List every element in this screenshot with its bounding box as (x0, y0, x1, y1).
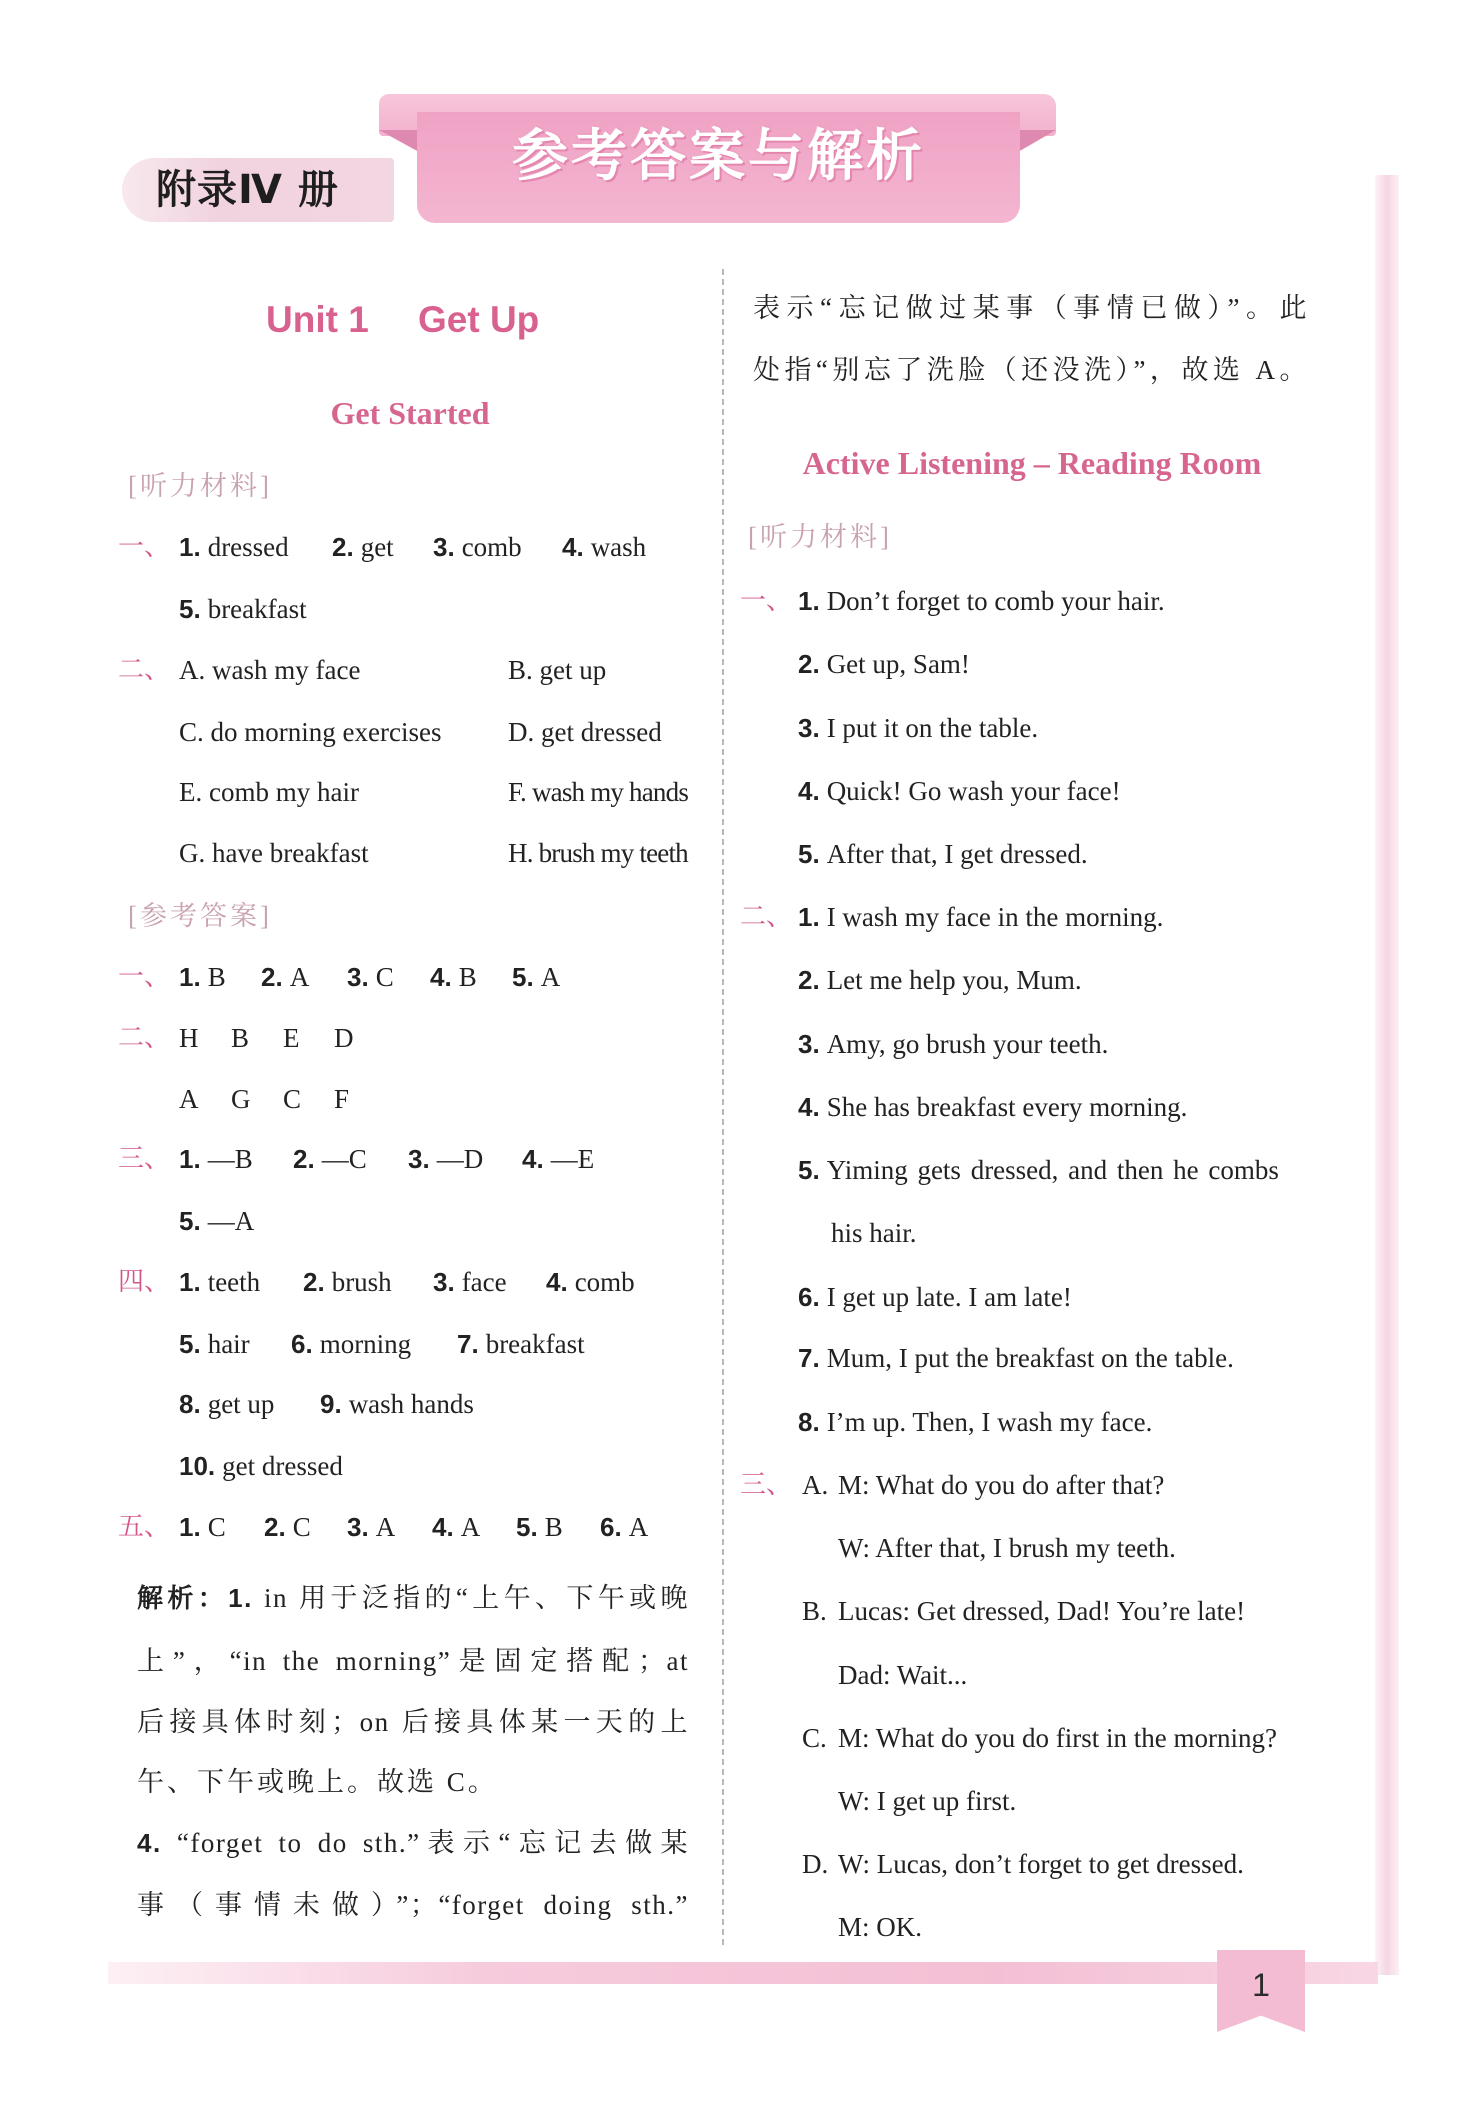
script-item (798, 644, 970, 684)
item-number: 3. (347, 962, 369, 992)
item-text: B (207, 962, 226, 992)
dialog-row (0, 1781, 1480, 1821)
script-row (0, 1277, 1480, 1317)
item-text: Get up, Sam! (826, 649, 970, 679)
script-row (0, 834, 1480, 874)
item-number: 1. (798, 902, 820, 932)
dialog-letter: A. (802, 1470, 829, 1500)
item-number: 9. (320, 1389, 342, 1419)
item-text: get up (207, 1389, 275, 1419)
item-number: 4. (430, 962, 452, 992)
section-marker: 五、 (118, 1512, 171, 1542)
item-number: 1. (798, 586, 820, 616)
dialog-line: Lucas: Get dressed, Dad! You’re late! (838, 1596, 1246, 1626)
item-number: 3. (433, 1267, 455, 1297)
answers-label: [参考答案] (128, 901, 272, 931)
dialog-line: M: What do you do first in the morning? (838, 1723, 1277, 1753)
script-row (0, 581, 1480, 621)
item-number: 5. (798, 1155, 820, 1185)
script-row (0, 1087, 1480, 1127)
dialog-line: W: Lucas, don’t forget to get dressed. (838, 1849, 1244, 1879)
script-row (0, 771, 1480, 811)
item-number: 8. (798, 1407, 820, 1437)
item-number: 2. (332, 532, 354, 562)
dialog-letter: D. (802, 1849, 829, 1879)
option-item: E. comb my hair (179, 777, 359, 807)
item-text: C (292, 1512, 311, 1542)
item-number: 2. (303, 1267, 325, 1297)
answer-letter: A (179, 1084, 199, 1114)
option-item: G. have breakfast (179, 838, 369, 868)
item-text: brush (331, 1267, 392, 1297)
section-marker: 三、 (118, 1144, 171, 1174)
item-number: 2. (264, 1512, 286, 1542)
listening-label-row (0, 517, 1480, 557)
item-number: 1. (179, 532, 201, 562)
section-marker: 四、 (118, 1267, 171, 1297)
item-text: B (458, 962, 477, 992)
item-number: 5. (512, 962, 534, 992)
analysis-text: “forget to do sth.”表示“忘记去做某 (176, 1828, 690, 1858)
item-number: 1. (179, 1512, 201, 1542)
script-item-continued: his hair. (831, 1218, 917, 1248)
analysis-line (753, 288, 1308, 328)
dialog-line: W: I get up first. (838, 1786, 1017, 1816)
item-number: 7. (457, 1329, 479, 1359)
script-item (798, 771, 1121, 811)
listening-label: [听力材料] (128, 471, 272, 501)
dialog-row (0, 1465, 1480, 1505)
page-edge-strip (1375, 175, 1399, 1975)
item-text: She has breakfast every morning. (826, 1092, 1188, 1122)
item-text: C (207, 1512, 226, 1542)
item-number: 4. (432, 1512, 454, 1542)
dialog-line: Dad: Wait... (838, 1660, 968, 1690)
item-text: comb (574, 1267, 635, 1297)
answer-letter: B (231, 1023, 250, 1053)
item-text: —C (321, 1144, 367, 1174)
item-text: C (375, 962, 394, 992)
section-marker: 二、 (118, 1023, 171, 1053)
answer-letter: H (179, 1023, 199, 1053)
item-number: 3. (433, 532, 455, 562)
listening-label: [听力材料] (748, 522, 892, 552)
item-text: face (461, 1267, 507, 1297)
dialog-row (0, 1655, 1480, 1695)
item-text: Yiming gets dressed, and then he combs (826, 1155, 1279, 1185)
item-number: 7. (798, 1343, 820, 1373)
item-number: 1. (228, 1583, 253, 1613)
dialog-line: W: After that, I brush my teeth. (838, 1533, 1176, 1563)
item-number: 4. (522, 1144, 544, 1174)
item-number: 8. (179, 1389, 201, 1419)
page-number: 1 (1252, 1967, 1270, 2003)
item-text: I’m up. Then, I wash my face. (826, 1407, 1153, 1437)
item-text: I put it on the table. (826, 713, 1039, 743)
unit-title: Get Up (418, 299, 540, 340)
answer-letter: G (231, 1084, 251, 1114)
script-row (0, 1213, 1480, 1253)
item-text: hair (207, 1329, 250, 1359)
item-number: 3. (798, 713, 820, 743)
option-item: D. get dressed (508, 717, 662, 747)
item-text: comb (461, 532, 522, 562)
option-item: C. do morning exercises (179, 717, 442, 747)
script-row (0, 708, 1480, 748)
script-item (798, 1338, 1234, 1378)
item-number: 2. (798, 649, 820, 679)
item-text: Amy, go brush your teeth. (826, 1029, 1109, 1059)
item-number: 2. (261, 962, 283, 992)
dialog-row (0, 1907, 1480, 1947)
dialog-letter: B. (802, 1596, 827, 1626)
item-text: After that, I get dressed. (826, 839, 1088, 869)
item-number: 4. (798, 776, 820, 806)
analysis-text: 后接具体时刻；on 后接具体某一天的上 (137, 1707, 689, 1737)
analysis-label: 解析： (137, 1584, 229, 1614)
item-number: 5. (516, 1512, 538, 1542)
analysis-text: 事（事情未做）”；“forget doing sth.” (137, 1890, 689, 1920)
item-number: 3. (798, 1029, 820, 1059)
script-item (798, 1087, 1187, 1127)
section-marker: 一、 (740, 586, 793, 616)
item-number: 10. (179, 1451, 216, 1481)
appendix-label: 附录Ⅳ 册 (156, 167, 339, 213)
analysis-text: 上”，“in the morning”是固定搭配；at (137, 1646, 689, 1676)
item-text: —D (436, 1144, 484, 1174)
item-number: 2. (798, 965, 820, 995)
answer-letter: E (283, 1023, 300, 1053)
script-item (798, 1024, 1108, 1064)
item-text: wash (590, 532, 647, 562)
item-text: I get up late. I am late! (826, 1282, 1072, 1312)
answer-letter: D (334, 1023, 354, 1053)
item-text: breakfast (485, 1329, 585, 1359)
item-text: teeth (207, 1267, 261, 1297)
section-marker: 一、 (118, 532, 171, 562)
script-item (798, 581, 1165, 621)
section-title-get-started: Get Started (330, 395, 490, 431)
item-text: Don’t forget to comb your hair. (826, 586, 1165, 616)
script-row (0, 1024, 1480, 1064)
section-marker: 一、 (118, 962, 171, 992)
dialog-letter: C. (802, 1723, 827, 1753)
item-text: —E (550, 1144, 595, 1174)
analysis-text: 表示“忘记做过某事（事情已做）”。此 (753, 293, 1308, 323)
analysis-line (753, 350, 1308, 390)
item-text: wash hands (348, 1389, 474, 1419)
option-item: A. wash my face (179, 655, 361, 685)
analysis-text: 处指“别忘了洗脸（还没洗）”，故选 A。 (753, 355, 1308, 385)
script-item (798, 834, 1088, 874)
item-number: 1. (179, 1267, 201, 1297)
script-row (0, 897, 1480, 937)
script-item (798, 1402, 1152, 1442)
item-number: 4. (562, 532, 584, 562)
analysis-text: 午、下午或晚上。故选 C。 (137, 1767, 498, 1797)
section-title-active-listening: Active Listening – Reading Room (802, 445, 1262, 481)
section-marker: 三、 (740, 1470, 793, 1500)
item-text: A (289, 962, 310, 992)
section-marker: 二、 (118, 655, 171, 685)
item-number: 4. (546, 1267, 568, 1297)
dialog-row (0, 1528, 1480, 1568)
appendix-tag (122, 158, 394, 222)
script-row (0, 1402, 1480, 1442)
script-item (798, 708, 1038, 748)
item-text: —A (207, 1206, 255, 1236)
item-text: morning (319, 1329, 412, 1359)
section-marker: 二、 (740, 902, 793, 932)
analysis-text: in 用于泛指的“上午、下午或晚 (263, 1583, 689, 1613)
option-item: H. brush my teeth (508, 838, 688, 868)
item-number: 5. (179, 1329, 201, 1359)
script-item (798, 960, 1082, 1000)
unit-label: Unit 1 (266, 299, 369, 340)
item-text: get dressed (222, 1451, 343, 1481)
item-text: A (628, 1512, 649, 1542)
dialog-line: M: OK. (838, 1912, 923, 1942)
script-item (798, 1150, 1279, 1190)
item-text: A (540, 962, 561, 992)
script-row (0, 1150, 1480, 1190)
item-number: 6. (798, 1282, 820, 1312)
item-text: B (544, 1512, 563, 1542)
item-number: 6. (600, 1512, 622, 1542)
item-number: 4. (137, 1828, 162, 1858)
option-item: B. get up (508, 655, 607, 685)
dialog-row (0, 1718, 1480, 1758)
item-number: 3. (347, 1512, 369, 1542)
item-text: Mum, I put the breakfast on the table. (826, 1343, 1234, 1373)
item-number: 1. (179, 962, 201, 992)
item-number: 1. (179, 1144, 201, 1174)
item-text: dressed (207, 532, 289, 562)
answer-letter: C (283, 1084, 302, 1114)
dialog-row (0, 1844, 1480, 1884)
item-text: A (375, 1512, 396, 1542)
script-row (0, 644, 1480, 684)
item-text: I wash my face in the morning. (826, 902, 1164, 932)
item-text: Let me help you, Mum. (826, 965, 1082, 995)
item-text: get (360, 532, 394, 562)
option-item: F. wash my hands (508, 777, 689, 807)
footer-band (108, 1962, 1378, 1984)
script-row (0, 960, 1480, 1000)
item-number: 5. (798, 839, 820, 869)
item-text: A (460, 1512, 481, 1542)
dialog-row (0, 1591, 1480, 1631)
answer-letter: F (334, 1084, 350, 1114)
dialog-line: M: What do you do after that? (838, 1470, 1165, 1500)
item-number: 4. (798, 1092, 820, 1122)
script-row (0, 1338, 1480, 1378)
item-number: 2. (293, 1144, 315, 1174)
script-item (798, 1277, 1072, 1317)
script-item (798, 897, 1163, 937)
item-text: —B (207, 1144, 253, 1174)
item-number: 6. (291, 1329, 313, 1359)
item-number: 5. (179, 594, 201, 624)
item-text: breakfast (207, 594, 307, 624)
banner-title: 参考答案与解析 (512, 124, 925, 189)
item-number: 5. (179, 1206, 201, 1236)
item-number: 3. (408, 1144, 430, 1174)
item-text: Quick! Go wash your face! (826, 776, 1121, 806)
